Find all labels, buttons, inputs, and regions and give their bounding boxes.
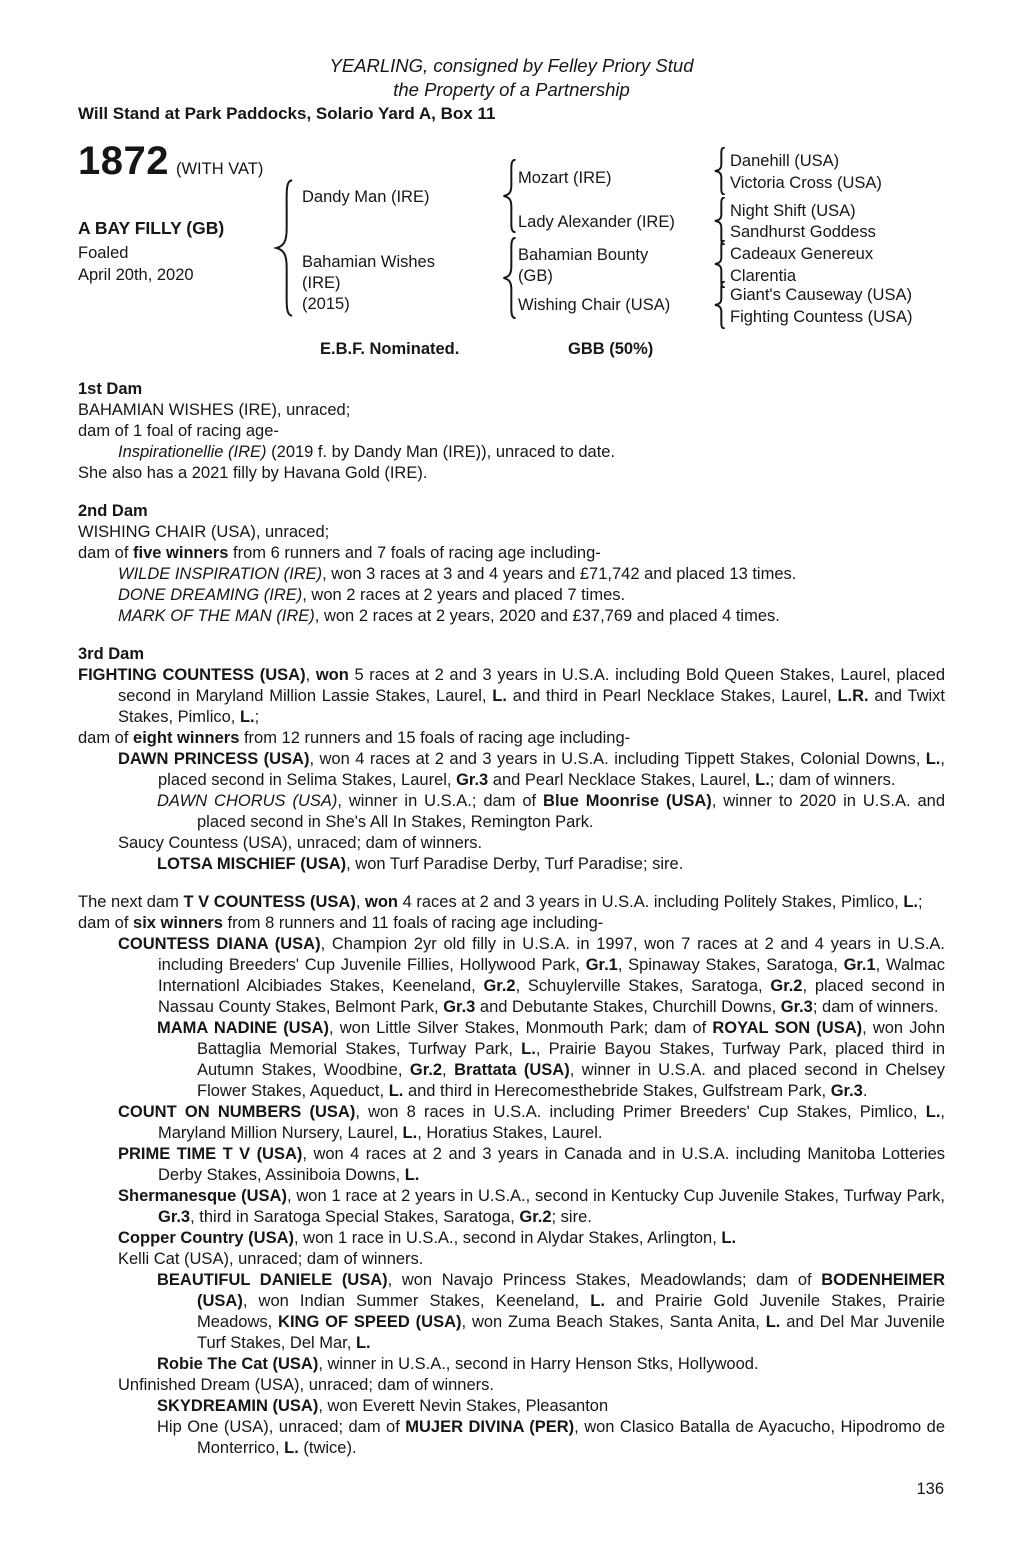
emphasized-text: DONE DREAMING (IRE) xyxy=(118,586,303,604)
emphasized-text: L. xyxy=(521,1040,536,1058)
emphasized-text: L. xyxy=(492,687,507,705)
pedigree-note-paragraph xyxy=(157,1417,945,1459)
emphasized-text: Gr.3 xyxy=(158,1208,191,1226)
emphasized-text: KING OF SPEED (USA) xyxy=(278,1313,462,1331)
page-header xyxy=(78,54,945,125)
body-text: , won 4 races at 2 and 3 years in U.S.A. including Tippett Stakes, Colonial Downs, xyxy=(309,750,926,768)
emphasized-text: BODENHEIMER (USA) xyxy=(197,1271,945,1310)
brace-gen3-1-icon xyxy=(712,147,726,195)
body-text: dam of xyxy=(78,544,134,562)
body-text: WISHING CHAIR (USA), unraced; xyxy=(78,523,330,541)
body-text: She also has a 2021 filly by Havana Gold (IRE). xyxy=(78,464,428,482)
body-text: from 6 runners and 7 foals of racing age including- xyxy=(228,544,601,562)
section-heading: 1st Dam xyxy=(78,380,143,398)
emphasized-text: L. xyxy=(239,708,255,726)
dam-section xyxy=(78,644,945,875)
body-text: , placed second in Nassau County Stakes, Belmont Park, xyxy=(158,977,945,1016)
pedigree-note-paragraph xyxy=(78,522,945,543)
emphasized-text: L. xyxy=(925,1103,941,1121)
section-heading: 2nd Dam xyxy=(78,502,148,520)
body-text: dam of xyxy=(78,729,134,747)
emphasized-text: DAWN CHORUS (USA) xyxy=(157,792,338,810)
pedigree-note-paragraph xyxy=(78,913,945,934)
body-text: , Spinaway Stakes, Saratoga, xyxy=(617,956,844,974)
body-text: ; dam of winners. xyxy=(769,771,896,789)
body-text: , won 1 race at 2 years in U.S.A., second in Kentucky Cup Juvenile Stakes, Turfway Park, xyxy=(286,1187,945,1205)
pedigree-note-paragraph xyxy=(118,833,945,854)
vat-note: (WITH VAT) xyxy=(175,160,264,178)
emphasized-text: Gr.3 xyxy=(780,998,813,1016)
emphasized-text: won xyxy=(365,893,398,911)
body-text: , won 3 races at 3 and 4 years and £71,742 and placed 13 times. xyxy=(322,565,797,583)
body-text: 4 races at 2 and 3 years in U.S.A. including Politely Stakes, Pimlico, xyxy=(398,893,904,911)
emphasized-text: Gr.2 xyxy=(770,977,803,995)
body-text: ; xyxy=(918,893,923,911)
body-text: , xyxy=(442,1061,455,1079)
pedigree-note-paragraph xyxy=(118,606,945,627)
emphasized-text: L. xyxy=(925,750,941,768)
emphasized-text: WILDE INSPIRATION (IRE) xyxy=(118,565,323,583)
pedigree-note-paragraph xyxy=(118,934,945,1018)
stabling-line: Will Stand at Park Paddocks, Solario Yard A, Box 11 xyxy=(78,104,496,123)
emphasized-text: T V COUNTESS (USA) xyxy=(183,893,356,911)
section-heading: 3rd Dam xyxy=(78,645,145,663)
brace-gen3-2-icon xyxy=(712,197,726,245)
emphasized-text: six winners xyxy=(133,914,223,932)
body-text: , won Zuma Beach Stakes, Santa Anita, xyxy=(461,1313,766,1331)
pedigree-dam-sire xyxy=(518,245,648,287)
emphasized-text: DAWN PRINCESS (USA) xyxy=(118,750,310,768)
body-text: ; dam of winners. xyxy=(812,998,939,1016)
emphasized-text: Shermanesque (USA) xyxy=(118,1187,287,1205)
pedigree-note-paragraph xyxy=(78,728,945,749)
pedigree-note-paragraph xyxy=(157,1396,945,1417)
pedigree-note-paragraph xyxy=(157,791,945,833)
emphasized-text: COUNTESS DIANA (USA) xyxy=(118,935,321,953)
body-text: ; xyxy=(254,708,260,726)
body-text: , placed second in Selima Stakes, Laurel, xyxy=(158,750,945,789)
foaled-date: April 20th, 2020 xyxy=(78,266,194,284)
pedigree-dam-sire-dam: Clarentia xyxy=(730,267,797,285)
body-text: , won Navajo Princess Stakes, Meadowlands; dam of xyxy=(387,1271,822,1289)
body-text: , won 2 races at 2 years and placed 7 times. xyxy=(302,586,626,604)
pedigree-note-paragraph xyxy=(157,1354,945,1375)
emphasized-text: Gr.2 xyxy=(519,1208,552,1226)
body-text: , Maryland Million Nursery, Laurel, xyxy=(158,1103,945,1142)
emphasized-text: L. xyxy=(721,1229,737,1247)
ebf-nomination: E.B.F. Nominated. xyxy=(320,340,460,358)
emphasized-text: Gr.2 xyxy=(483,977,516,995)
pedigree-dam-line2: (IRE) xyxy=(302,274,341,292)
body-text: and Debutante Stakes, Churchill Downs, xyxy=(475,998,781,1016)
body-text: , won Clasico Batalla de Ayacucho, Hipodromo de Monterrico, xyxy=(197,1418,945,1457)
pedigree-sire-sire-dam: Victoria Cross (USA) xyxy=(730,174,882,192)
emphasized-text: BEAUTIFUL DANIELE (USA) xyxy=(157,1271,388,1289)
emphasized-text: L.R. xyxy=(837,687,869,705)
pedigree-note-paragraph xyxy=(78,892,945,913)
body-text: , won Turf Paradise Derby, Turf Paradise; sire. xyxy=(346,855,684,873)
pedigree-dam-dam: Wishing Chair (USA) xyxy=(518,296,671,314)
pedigree-sire-dam-sire: Night Shift (USA) xyxy=(730,202,856,220)
emphasized-text: MUJER DIVINA (PER) xyxy=(405,1418,575,1436)
horse-description: A BAY FILLY (GB) xyxy=(78,218,225,238)
body-text: , Walmac Internationl Alcibiades Stakes, Keeneland, xyxy=(158,956,945,995)
emphasized-text: Gr.3 xyxy=(443,998,476,1016)
page-number: 136 xyxy=(916,1480,944,1498)
body-text: , Prairie Bayou Stakes, Turfway Park, placed third in Autumn Stakes, Woodbine, xyxy=(197,1040,946,1079)
pedigree-note-paragraph xyxy=(118,564,945,585)
emphasized-text: SKYDREAMIN (USA) xyxy=(157,1397,319,1415)
brace-gen3-4-icon xyxy=(712,281,726,329)
pedigree-note-paragraph xyxy=(78,463,945,484)
pedigree-sire-dam-dam: Sandhurst Goddess xyxy=(730,223,876,241)
body-text: and Del Mar Juvenile Turf Stakes, Del Mar, xyxy=(197,1313,945,1352)
dam-section xyxy=(78,379,945,484)
body-text: . xyxy=(862,1082,868,1100)
body-text: Saucy Countess (USA), unraced; dam of winners. xyxy=(118,834,483,852)
emphasized-text: PRIME TIME T V (USA) xyxy=(118,1145,303,1163)
body-text: and Pearl Necklace Stakes, Laurel, xyxy=(488,771,756,789)
body-text: Hip One (USA), unraced; dam of xyxy=(157,1418,406,1436)
body-text: and Twixt Stakes, Pimlico, xyxy=(118,687,945,726)
consignor-line: YEARLING, consigned by Felley Priory Stud xyxy=(329,55,694,76)
emphasized-text: L. xyxy=(355,1334,371,1352)
body-text: , xyxy=(305,666,316,684)
body-text: BAHAMIAN WISHES (IRE), unraced; xyxy=(78,401,351,419)
pedigree-note-paragraph xyxy=(157,854,945,875)
pedigree-note-paragraph xyxy=(78,421,945,442)
gbb-note: GBB (50%) xyxy=(568,340,654,358)
emphasized-text: MAMA NADINE (USA) xyxy=(157,1019,330,1037)
body-text: , won Indian Summer Stakes, Keeneland, xyxy=(242,1292,591,1310)
pedigree-dam-dam-dam: Fighting Countess (USA) xyxy=(730,308,913,326)
pedigree-sire-sire-sire: Danehill (USA) xyxy=(730,152,840,170)
pedigree-note-paragraph xyxy=(78,400,945,421)
body-text: , won Everett Nevin Stakes, Pleasanton xyxy=(318,1397,609,1415)
body-text: Unfinished Dream (USA), unraced; dam of winners. xyxy=(118,1376,494,1394)
body-text: , winner in U.S.A.; dam of xyxy=(337,792,544,810)
body-text: dam of xyxy=(78,914,134,932)
pedigree-note-paragraph xyxy=(118,1144,945,1186)
emphasized-text: LOTSA MISCHIEF (USA) xyxy=(157,855,347,873)
pedigree-table xyxy=(78,139,945,363)
pedigree-note-paragraph xyxy=(118,442,945,463)
emphasized-text: L. xyxy=(765,1313,781,1331)
pedigree-note-paragraph xyxy=(118,749,945,791)
emphasized-text: Gr.1 xyxy=(843,956,876,974)
body-text: , third in Saratoga Special Stakes, Saratoga, xyxy=(190,1208,520,1226)
pedigree-note-paragraph xyxy=(118,1186,945,1228)
body-text: , won 8 races in U.S.A. including Primer Breeders' Cup Stakes, Pimlico, xyxy=(355,1103,926,1121)
emphasized-text: L. xyxy=(388,1082,404,1100)
emphasized-text: COUNT ON NUMBERS (USA) xyxy=(118,1103,356,1121)
emphasized-text: ROYAL SON (USA) xyxy=(712,1019,863,1037)
pedigree-sire-dam: Lady Alexander (IRE) xyxy=(518,213,675,231)
pedigree-dam-sire-sire: Cadeaux Genereux xyxy=(730,245,874,263)
body-text: , Horatius Stakes, Laurel. xyxy=(417,1124,603,1142)
body-text: , won 4 races at 2 and 3 years in Canada and in U.S.A. including Manitoba Lotteries Derby Stakes, Assiniboia Downs, xyxy=(158,1145,946,1184)
emphasized-text: five winners xyxy=(133,544,229,562)
emphasized-text: eight winners xyxy=(133,729,240,747)
body-text: from 12 runners and 15 foals of racing age including- xyxy=(239,729,631,747)
pedigree-note-paragraph xyxy=(78,543,945,564)
brace-gen1-icon xyxy=(272,179,294,317)
body-text: , xyxy=(355,893,365,911)
body-text: , winner to 2020 in U.S.A. and placed second in She's All In Stakes, Remington Park. xyxy=(197,792,946,831)
body-text: Kelli Cat (USA), unraced; dam of winners. xyxy=(118,1250,424,1268)
emphasized-text: L. xyxy=(404,1166,420,1184)
emphasized-text: Robie The Cat (USA) xyxy=(157,1355,319,1373)
pedigree-sire-sire: Mozart (IRE) xyxy=(518,169,612,187)
body-text: 5 races at 2 and 3 years in U.S.A. including Bold Queen Stakes, Laurel, placed second in Maryland Million Lassie Stakes, Laurel, xyxy=(118,666,946,705)
dam-section xyxy=(78,501,945,627)
body-text: , won 1 race in U.S.A., second in Alydar Stakes, Arlington, xyxy=(294,1229,722,1247)
body-text: , winner in U.S.A. and placed second in Chelsey Flower Stakes, Aqueduct, xyxy=(197,1061,946,1100)
body-text: dam of 1 foal of racing age- xyxy=(78,422,279,440)
body-text: , won John Battaglia Memorial Stakes, Turfway Park, xyxy=(197,1019,946,1058)
brace-dam-parents-icon xyxy=(500,237,517,319)
body-text: ; sire. xyxy=(551,1208,592,1226)
body-text: , won Little Silver Stakes, Monmouth Park; dam of xyxy=(329,1019,713,1037)
pedigree-note-paragraph xyxy=(118,1375,945,1396)
emphasized-text: L. xyxy=(284,1439,299,1457)
body-text: and Prairie Gold Juvenile Stakes, Prairie Meadows, xyxy=(197,1292,945,1331)
body-text: and third in Pearl Necklace Stakes, Laurel, xyxy=(506,687,838,705)
emphasized-text: L. xyxy=(402,1124,418,1142)
pedigree-sire: Dandy Man (IRE) xyxy=(302,188,430,206)
pedigree-note-paragraph xyxy=(118,1249,945,1270)
emphasized-text: L. xyxy=(903,893,918,911)
emphasized-text: L. xyxy=(590,1292,605,1310)
foaled-label: Foaled xyxy=(78,244,129,262)
body-text: (2019 f. by Dandy Man (IRE)), unraced to date. xyxy=(266,443,616,461)
emphasized-text: Copper Country (USA) xyxy=(118,1229,294,1247)
pedigree-note-paragraph xyxy=(157,1270,945,1354)
pedigree-note-paragraph xyxy=(118,1102,945,1144)
emphasized-text: Brattata (USA) xyxy=(454,1061,570,1079)
pedigree-note-paragraph xyxy=(118,585,945,606)
emphasized-text: won xyxy=(315,666,349,684)
pedigree-note-paragraph xyxy=(157,1018,945,1102)
emphasized-text: L. xyxy=(755,771,770,789)
body-text: from 8 runners and 11 foals of racing age including- xyxy=(222,914,604,932)
dam-sections xyxy=(78,379,945,1459)
emphasized-text: Gr.2 xyxy=(409,1061,442,1079)
emphasized-text: FIGHTING COUNTESS (USA) xyxy=(78,666,306,684)
body-text: and third in Herecomesthebride Stakes, Gulfstream Park, xyxy=(403,1082,831,1100)
dam-section xyxy=(78,892,945,1459)
emphasized-text: MARK OF THE MAN (IRE) xyxy=(118,607,315,625)
body-text: , Champion 2yr old filly in U.S.A. in 1997, won 7 races at 2 and 4 years in U.S.A. including Breeders' Cup Juvenile Fillies, Hollywood Park, xyxy=(158,935,945,974)
body-text: (twice). xyxy=(298,1439,357,1457)
pedigree-dam-sire-line2: (GB) xyxy=(518,267,553,285)
pedigree-dam-line3: (2015) xyxy=(302,295,350,313)
body-text: , winner in U.S.A., second in Harry Henson Stks, Hollywood. xyxy=(318,1355,759,1373)
body-text: , Schuylerville Stakes, Saratoga, xyxy=(515,977,771,995)
pedigree-dam-dam-sire: Giant's Causeway (USA) xyxy=(730,286,912,304)
pedigree-dam xyxy=(302,252,435,315)
emphasized-text: Gr.3 xyxy=(830,1082,863,1100)
emphasized-text: Blue Moonrise (USA) xyxy=(543,792,712,810)
emphasized-text: Gr.1 xyxy=(585,956,618,974)
pedigree-note-paragraph xyxy=(118,1228,945,1249)
pedigree-note-paragraph xyxy=(78,665,945,728)
lot-number-block xyxy=(78,139,264,183)
emphasized-text: Inspirationellie (IRE) xyxy=(118,443,267,461)
emphasized-text: Gr.3 xyxy=(456,771,489,789)
pedigree-dam-line1: Bahamian Wishes xyxy=(302,253,435,271)
body-text: The next dam xyxy=(78,893,184,911)
brace-sire-parents-icon xyxy=(500,159,517,233)
pedigree-dam-sire-line1: Bahamian Bounty xyxy=(518,246,649,264)
property-line: the Property of a Partnership xyxy=(393,79,630,100)
body-text: , won 2 races at 2 years, 2020 and £37,769 and placed 4 times. xyxy=(314,607,780,625)
lot-number: 1872 xyxy=(78,139,169,183)
